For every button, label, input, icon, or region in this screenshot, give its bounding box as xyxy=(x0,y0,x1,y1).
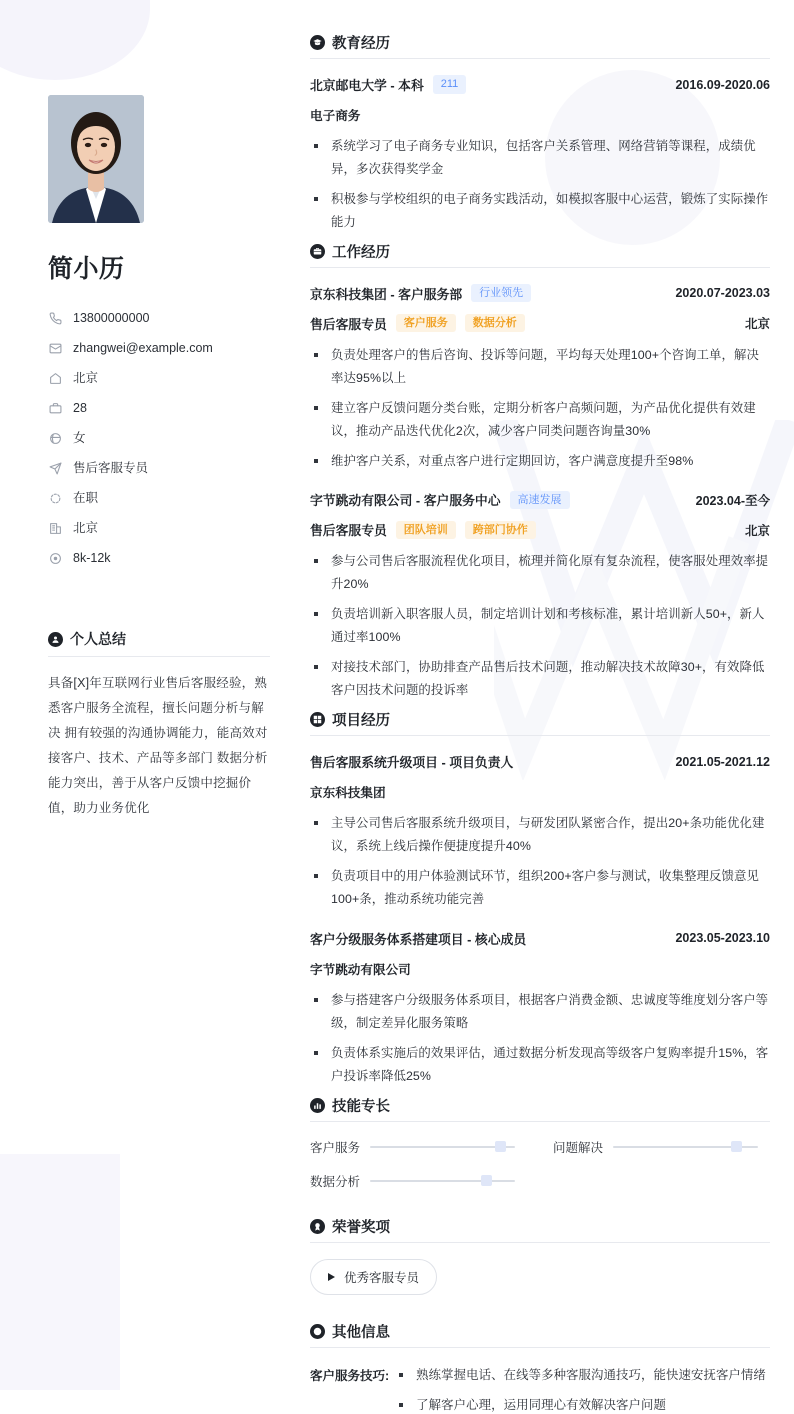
project-name: 售后客服系统升级项目 - 项目负责人 xyxy=(310,755,514,771)
projects-title: 项目经历 xyxy=(332,709,398,730)
contact-item-email xyxy=(48,333,270,363)
section-honors xyxy=(310,1216,770,1295)
honors-header xyxy=(310,1216,770,1243)
home-icon xyxy=(48,371,62,385)
project-bullets xyxy=(310,989,770,1088)
project-entry-left xyxy=(310,929,526,948)
work-bullets xyxy=(310,344,770,473)
work-company: 字节跳动有限公司 - 客户服务中心 xyxy=(310,493,501,509)
work-badge: 高速发展 xyxy=(510,491,570,509)
bullet-item: 建立客户反馈问题分类台账，定期分析客户高频问题，为产品优化提供有效建议，推动产品迭代优化2次，减少客户同类问题咨询量30% xyxy=(310,397,770,443)
contact-value: 在职 xyxy=(73,490,99,505)
work-role-left xyxy=(310,520,536,539)
building-icon xyxy=(48,521,62,535)
paper-plane-icon xyxy=(48,461,62,475)
bullet-item: 了解客户心理，运用同理心有效解决客户问题 xyxy=(395,1394,770,1414)
work-date: 2020.07-2023.03 xyxy=(675,286,770,301)
education-entry-left xyxy=(310,75,466,94)
skills-title: 技能专长 xyxy=(332,1095,398,1116)
work-tag: 跨部门协作 xyxy=(465,521,536,539)
education-date: 2016.09-2020.06 xyxy=(675,77,770,92)
other-info-label: 客户服务技巧: xyxy=(310,1368,390,1383)
user-circle-icon xyxy=(48,632,63,647)
project-entry-head xyxy=(310,929,770,948)
work-entry-role-row xyxy=(310,520,770,539)
personal-summary-text: 具备[X]年互联网行业售后客服经验，熟悉客户服务全流程，擅长问题分析与解决 拥有较强的沟通协调能力，能高效对接客户、技术、产品等多部门 数据分析能力突出，善于从客户反馈中挖掘价值，助力业务优化 xyxy=(48,676,268,815)
skill-label: 数据分析 xyxy=(310,1174,361,1189)
honor-chip[interactable] xyxy=(310,1259,437,1295)
contact-value: 北京 xyxy=(73,520,99,535)
project-name: 客户分级服务体系搭建项目 - 核心成员 xyxy=(310,931,527,947)
bullet-item: 系统学习了电子商务专业知识，包括客户关系管理、网络营销等课程，成绩优异，多次获得奖学金 xyxy=(310,135,770,181)
contact-value: 8k-12k xyxy=(73,550,111,565)
work-header xyxy=(310,241,770,268)
work-entry xyxy=(310,284,770,473)
project-entry xyxy=(310,929,770,1088)
briefcase-icon xyxy=(48,401,62,415)
section-projects xyxy=(310,709,770,1088)
contact-item-position xyxy=(48,453,270,483)
contact-item-status xyxy=(48,483,270,513)
other-info-bullets xyxy=(395,1364,770,1414)
salary-icon xyxy=(48,551,62,565)
skill-item xyxy=(553,1138,758,1156)
section-skills xyxy=(310,1095,770,1190)
other-info-header xyxy=(310,1321,770,1348)
personal-summary-title: 个人总结 xyxy=(70,631,126,647)
mail-icon xyxy=(48,341,62,355)
work-role: 售后客服专员 xyxy=(310,316,387,332)
skill-slider[interactable] xyxy=(370,1146,515,1148)
avatar-photo xyxy=(48,95,144,223)
other-info-group xyxy=(310,1364,770,1414)
skill-label: 客户服务 xyxy=(310,1140,361,1155)
play-triangle-icon xyxy=(328,1273,335,1281)
work-bullets xyxy=(310,550,770,702)
bullet-item: 负责处理客户的售后咨询、投诉等问题，平均每天处理100+个咨询工单，解决率达95%以上 xyxy=(310,344,770,390)
contact-item-gender xyxy=(48,423,270,453)
skill-slider-handle[interactable] xyxy=(481,1175,492,1186)
chart-icon xyxy=(310,1098,325,1113)
gender-icon xyxy=(48,431,62,445)
bullet-item: 对接技术部门，协助排查产品售后技术问题，推动解决技术故障30+，有效降低客户因技术问题的投诉率 xyxy=(310,656,770,702)
work-badge: 行业领先 xyxy=(471,284,531,302)
contact-value: zhangwei@example.com xyxy=(73,340,213,355)
personal-summary-header xyxy=(48,629,270,657)
grid-icon xyxy=(310,712,325,727)
other-info-title: 其他信息 xyxy=(332,1321,398,1342)
project-entry-head xyxy=(310,752,770,771)
work-company: 京东科技集团 - 客户服务部 xyxy=(310,286,463,302)
education-entry-head xyxy=(310,75,770,94)
project-entry xyxy=(310,752,770,911)
bullet-item: 熟练掌握电话、在线等多种客服沟通技巧，能快速安抚客户情绪 xyxy=(395,1364,770,1387)
work-tag: 客户服务 xyxy=(396,314,456,332)
work-entry-left xyxy=(310,284,531,303)
project-date: 2023.05-2023.10 xyxy=(675,931,770,946)
contact-list xyxy=(48,303,270,573)
contact-value: 28 xyxy=(73,400,87,415)
skill-item xyxy=(310,1138,515,1156)
phone-icon xyxy=(48,311,62,325)
education-bullets xyxy=(310,135,770,234)
contact-item-phone xyxy=(48,303,270,333)
skill-slider-handle[interactable] xyxy=(495,1141,506,1152)
section-education xyxy=(310,32,770,234)
bullet-item: 负责项目中的用户体验测试环节，组织200+客户参与测试，收集整理反馈意见100+条，推动系统功能完善 xyxy=(310,865,770,911)
avatar xyxy=(48,95,144,223)
work-title: 工作经历 xyxy=(332,241,398,262)
contact-value: 13800000000 xyxy=(73,310,150,325)
award-icon xyxy=(310,1219,325,1234)
project-org: 字节跳动有限公司 xyxy=(310,962,411,977)
honor-label: 优秀客服专员 xyxy=(344,1270,420,1285)
info-icon xyxy=(310,1324,325,1339)
contact-item-location xyxy=(48,363,270,393)
bullet-item: 负责培训新入职客服人员，制定培训计划和考核标准，累计培训新人50+，新人通过率100% xyxy=(310,603,770,649)
education-entry xyxy=(310,75,770,234)
skill-slider[interactable] xyxy=(613,1146,758,1148)
contact-value: 北京 xyxy=(73,370,99,385)
contact-value: 售后客服专员 xyxy=(73,460,149,475)
main-content xyxy=(300,0,794,1414)
project-date: 2021.05-2021.12 xyxy=(675,754,770,769)
work-tag: 团队培训 xyxy=(396,521,456,539)
skills-grid xyxy=(310,1138,770,1190)
sidebar xyxy=(0,0,300,1414)
contact-value: 女 xyxy=(73,430,86,445)
bullet-item: 负责体系实施后的效果评估，通过数据分析发现高等级客户复购率提升15%，客户投诉率降低25% xyxy=(310,1042,770,1088)
skills-header xyxy=(310,1095,770,1122)
education-major: 电子商务 xyxy=(310,109,361,123)
project-entry-left xyxy=(310,752,513,771)
honors-title: 荣誉奖项 xyxy=(332,1216,398,1237)
status-icon xyxy=(48,491,62,505)
person-name: 简小历 xyxy=(48,255,125,283)
work-role-left xyxy=(310,314,525,333)
work-tag: 数据分析 xyxy=(465,314,525,332)
section-other-info xyxy=(310,1321,770,1414)
bullet-item: 参与公司售后客服流程优化项目，梳理并简化原有复杂流程，使客服处理效率提升20% xyxy=(310,550,770,596)
education-school: 北京邮电大学 - 本科 xyxy=(310,78,424,93)
projects-header xyxy=(310,709,770,736)
work-entry xyxy=(310,490,770,702)
bullet-item: 主导公司售后客服系统升级项目，与研发团队紧密合作，提出20+条功能优化建议，系统上线后操作便捷度提升40% xyxy=(310,812,770,858)
work-entry-role-row xyxy=(310,314,770,333)
bullet-item: 积极参与学校组织的电子商务实践活动，如模拟客服中心运营，锻炼了实际操作能力 xyxy=(310,188,770,234)
project-bullets xyxy=(310,812,770,911)
work-entry-head xyxy=(310,284,770,303)
skill-slider[interactable] xyxy=(370,1180,515,1182)
education-header xyxy=(310,32,770,59)
contact-item-salary xyxy=(48,543,270,573)
work-role: 售后客服专员 xyxy=(310,523,387,539)
personal-summary-section xyxy=(48,629,270,821)
bullet-item: 维护客户关系，对重点客户进行定期回访，客户满意度提升至98% xyxy=(310,450,770,473)
section-work xyxy=(310,241,770,702)
work-entry-left xyxy=(310,490,570,509)
education-badge: 211 xyxy=(433,75,467,93)
bullet-item: 参与搭建客户分级服务体系项目，根据客户消费金额、忠诚度等维度划分客户等级，制定差异化服务策略 xyxy=(310,989,770,1035)
education-title: 教育经历 xyxy=(332,32,398,53)
contact-item-age xyxy=(48,393,270,423)
briefcase-circle-icon xyxy=(310,244,325,259)
skill-slider-handle[interactable] xyxy=(731,1141,742,1152)
honors-list xyxy=(310,1259,770,1295)
work-date: 2023.04-至今 xyxy=(695,493,770,508)
skill-label: 问题解决 xyxy=(553,1140,604,1155)
project-org: 京东科技集团 xyxy=(310,786,386,801)
skill-item xyxy=(310,1172,515,1190)
contact-item-city xyxy=(48,513,270,543)
work-entry-head xyxy=(310,490,770,509)
work-location: 北京 xyxy=(744,523,770,538)
graduation-icon xyxy=(310,35,325,50)
work-location: 北京 xyxy=(744,317,770,332)
